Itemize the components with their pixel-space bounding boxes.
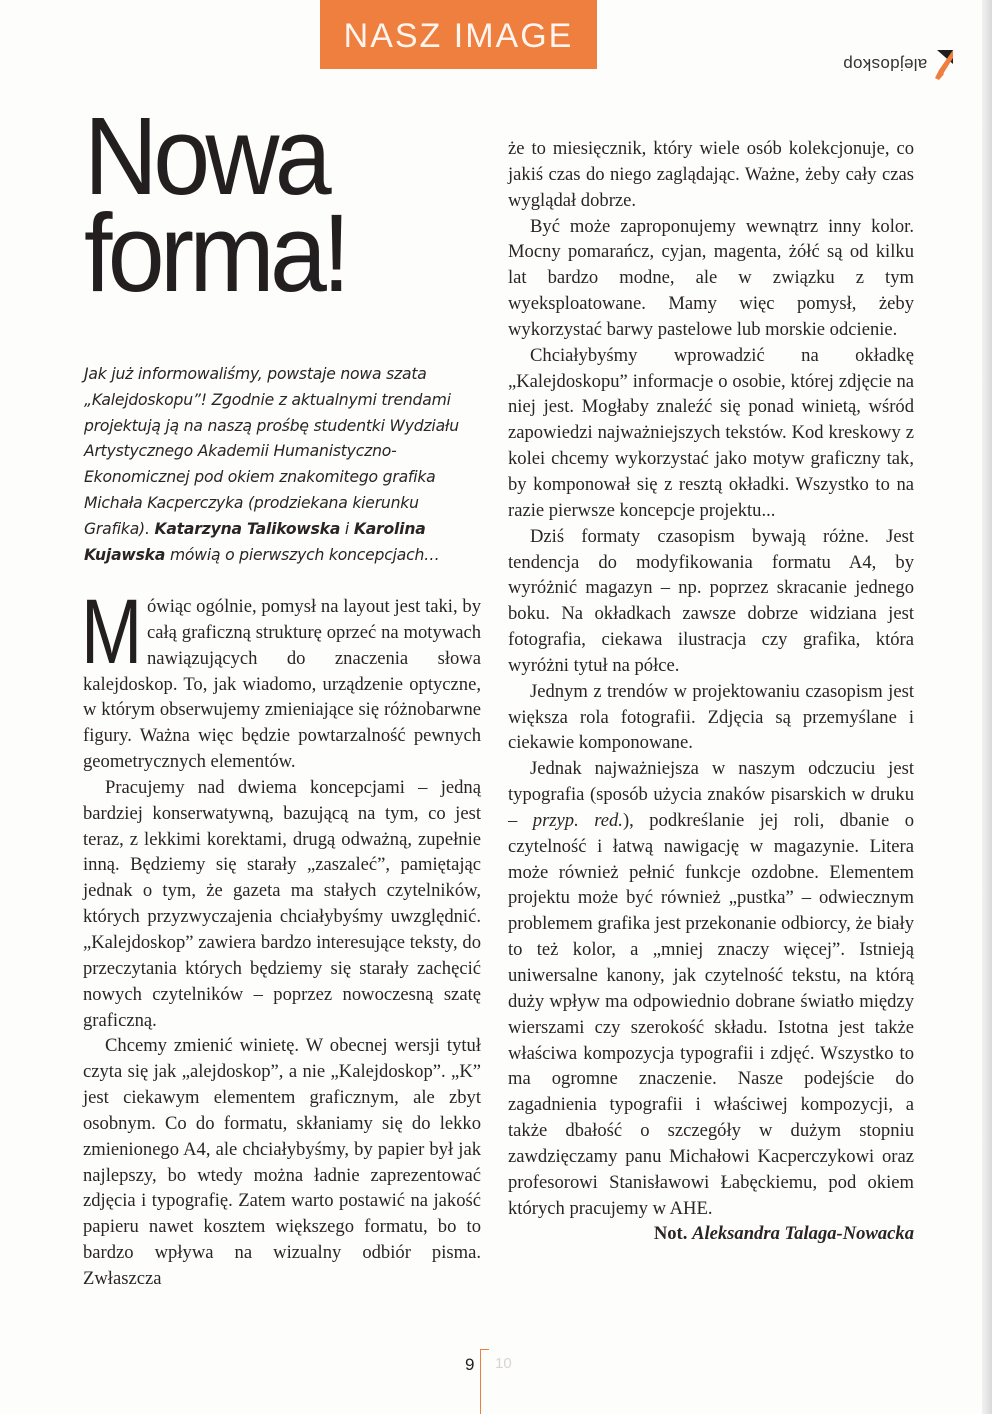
body-paragraph: Być może zaproponujemy wewnątrz inny kolor. Mocny pomarańcz, cyjan, magenta, żółć są od kilku lat bardzo modne, ale w związku z tym wyeksploatowane. Mamy więc pomysł, żeby wykorzystać barwy pastelowe lub morskie odcienie. bbox=[508, 215, 914, 340]
body-paragraph: że to miesięcznik, który wiele osób kolekcjonuje, co jakiś czas do niego zaglądając. Ważne, żeby cały czas wyglądał dobrze. bbox=[508, 138, 914, 211]
body-paragraph: Pracujemy nad dwiema koncepcjami – jedną bardziej konserwatywną, bazującą na tym, co jest teraz, z lekkimi korektami, drugą odważną, zupełnie inną. Będziemy się starały „zaszaleć”, pamiętając jednak o tym, że gazeta ma stałych czytelników, których przyzwyczajenia chciałybyśmy uwzględnić. „Kalejdoskop” zawiera bardzo interesujące teksty, do przeczytania których będziemy się starały zachęcić nowych czytelników – poprzez nowoczesną szatę graficzną. bbox=[83, 776, 481, 1031]
title-line-2: forma! bbox=[84, 192, 347, 315]
magazine-logo bbox=[843, 46, 959, 82]
lead-author-1: Katarzyna Talikowska bbox=[154, 519, 341, 538]
paragraph-text: Jednak najważniejsza w naszym odczuciu jest typografia (sposób użycia znaków pisarskich w druku – bbox=[508, 758, 914, 831]
paragraph-text: ), podkreślanie jej roli, dbanie o czytelność i łatwą nawigację w magazynie. Litera może również pełnić funkcje ozdobne. Elementem projektu może być również „pustka” – odwiecznym problemem grafika jest przekonanie odbiorcy, że biały to też kolor, a „mniej znaczy więcej”. Istnieją uniwersalne kanony, jak czytelność tekstu, na którą duży wpływ ma odpowiednio dobrane światło między wierszami czy szerokość składu. Istotna jest także właściwa kompozycja typografii i zdjęć. Wszystko to ma ogromne znaczenie. Nasze podejście do zagadnienia typografii i właściwej kompozycji, a także dbałość o szczegóły w dużym stopniu zawdzięczamy panu Michałowi Kacperczykowi oraz profesorowi Stanisławowi Łabęckiemu, pod okiem których pracujemy w AHE. bbox=[508, 809, 914, 1219]
lead-conjunction: i bbox=[340, 519, 354, 538]
body-paragraph: Jednym z trendów w projektowaniu czasopism jest większa rola fotografii. Zdjęcia są przemyślane i ciekawie komponowane. bbox=[508, 680, 914, 754]
body-paragraph bbox=[81, 581, 481, 775]
section-label: NASZ IMAGE bbox=[343, 17, 574, 55]
section-header-band bbox=[320, 0, 597, 69]
lead-author-2: Karolina Kujawska bbox=[84, 519, 426, 564]
page-number: 9 bbox=[465, 1355, 475, 1374]
page-edge-shadow bbox=[982, 0, 992, 1414]
body-paragraph bbox=[508, 756, 914, 1221]
body-paragraph: Dziś formaty czasopism bywają różne. Jest tendencja do modyfikowania formatu A4, by wyróżnić magazyn – np. poprzez skracanie jednego boku. Na okładkach zawsze dobrze widziana jest fotografia, ciekawa ilustracja czy grafika, która wyróżni tytuł na półce. bbox=[508, 525, 914, 676]
article-lead bbox=[84, 362, 480, 568]
article-signature bbox=[508, 1221, 914, 1247]
body-paragraph: Chciałybyśmy wprowadzić na okładkę „Kalejdoskopu” informacje o osobie, której zdjęcie na niej jest. Mogłaby znaleźć się ponad winietą, wśród zapowiedzi najważniejszych tekstów. Kod kreskowy z kolei chcemy wykorzystać jako motyw graficzny tak, by komponował się z resztą okładki. Wszystko to na razie pierwsze koncepcje projektu... bbox=[508, 344, 914, 521]
body-column-left bbox=[81, 581, 481, 1292]
paragraph-text: ówiąc ogólnie, pomysł na layout jest taki, by całą graficzną strukturę oprzeć na motywach nawiązujących do znaczenia słowa kalejdoskop. To, jak wiadomo, urządzenie optyczne, w którym obserwujemy zmieniające się różnobarwne figury. Ważna więc będzie powtarzalność pewnych geometrycznych elementów. bbox=[83, 596, 481, 773]
body-paragraph: Chcemy zmienić winietę. W obecnej wersji tytuł czyta się jak „alejdoskop”, a nie „Kalejdoskop”. „K” jest ciekawym elementem graficznym, ale zbyt osobnym. Co do formatu, skłaniamy się do lekko zmienionego A4, ale chciałybyśmy, by papier był jak najlepszy, bo wtedy można ładnie zaprezentować zdjęcia i typografię. Zatem warto postawić na jakość papieru nawet kosztem większego formatu, bo to bardzo wpływa na wizualny odbiór pisma. Zwłaszcza bbox=[83, 1035, 481, 1289]
show-through-page-number: 10 bbox=[495, 1355, 512, 1372]
editor-note: przyp. red. bbox=[532, 809, 623, 831]
lead-text-end: mówią o pierwszych koncepcjach… bbox=[165, 545, 440, 564]
k-logo-icon bbox=[931, 46, 955, 82]
lead-text: Jak już informowaliśmy, powstaje nowa szata „Kalejdoskopu”! Zgodnie z aktualnymi trendami projektują ją na naszą prośbę studentki Wydziału Artystycznego Akademii Humanistyczno-Ekonomicznej pod okiem znakomitego grafika Michała Kacperczyka (prodziekana kierunku Grafika). bbox=[84, 365, 459, 538]
title-line-1: Nowa bbox=[84, 95, 327, 218]
article-title bbox=[84, 95, 347, 315]
folio-rule bbox=[480, 1349, 481, 1414]
logo-text: alejdoskop bbox=[843, 55, 928, 74]
body-column-right bbox=[508, 136, 914, 1247]
drop-cap: M bbox=[81, 581, 143, 683]
signature-prefix: Not. bbox=[653, 1223, 688, 1245]
signature-name: Aleksandra Talaga-Nowacka bbox=[692, 1223, 914, 1245]
